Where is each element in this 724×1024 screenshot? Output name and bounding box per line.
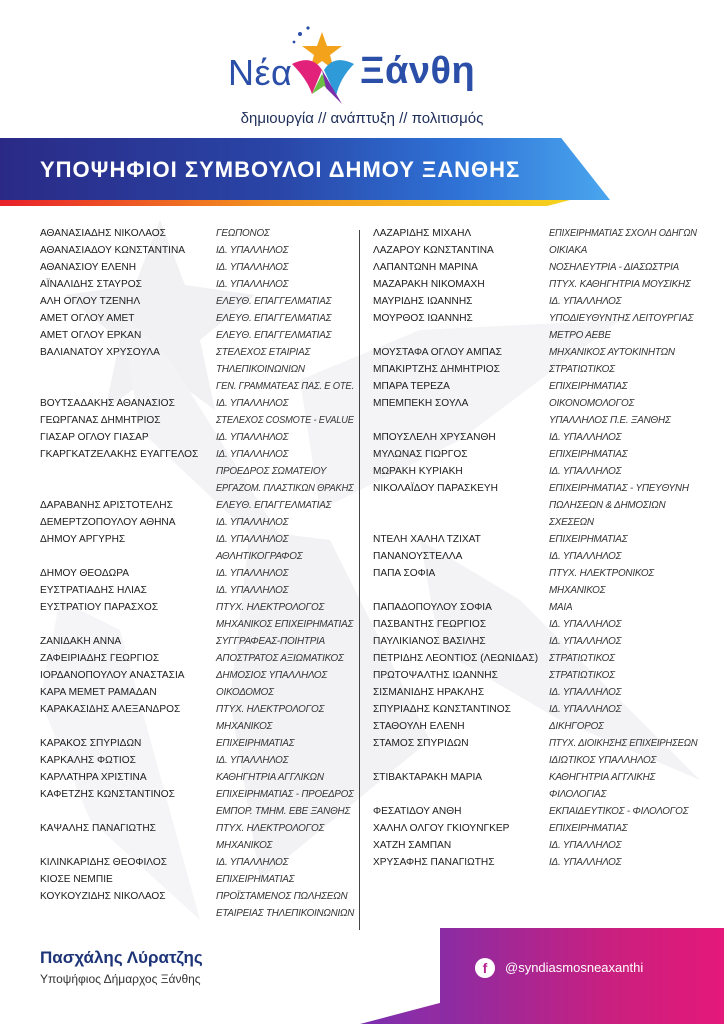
- candidate-row: [40, 310, 356, 327]
- candidate-name: ΕΥΣΤΡΑΤΙΟΥ ΠΑΡΑΣΧΟΣ: [40, 601, 159, 613]
- candidate-profession: ΜΗΧΑΝΙΚΟΣ: [549, 585, 606, 596]
- candidate-profession: ΚΑΘΗΓΗΤΡΙΑ ΑΓΓΛΙΚΩΝ: [216, 772, 324, 783]
- candidate-row: [373, 412, 699, 429]
- candidate-name: ΝΙΚΟΛΑΪΔΟΥ ΠΑΡΑΣΚΕΥΗ: [373, 482, 498, 494]
- candidate-name: ΛΑΖΑΡΙΔΗΣ ΜΙΧΑΗΛ: [373, 227, 472, 239]
- candidate-profession: ΕΠΙΧΕΙΡΗΜΑΤΙΑΣ: [216, 738, 295, 749]
- candidate-name: [373, 497, 543, 514]
- candidate-name: [40, 837, 210, 854]
- candidate-name: ΙΟΡΔΑΝΟΠΟΥΛΟΥ ΑΝΑΣΤΑΣΙΑ: [40, 669, 185, 681]
- candidate-row: [40, 463, 356, 480]
- candidate-row: [40, 395, 356, 412]
- candidate-row: [373, 259, 699, 276]
- candidate-name: ΑΘΑΝΑΣΙΑΔΟΥ ΚΩΝΣΤΑΝΤΙΝΑ: [40, 244, 186, 256]
- facebook-icon[interactable]: f: [475, 958, 495, 978]
- candidate-row: [373, 633, 699, 650]
- candidate-row: [40, 684, 356, 701]
- candidate-profession: ΙΔ. ΥΠΑΛΛΗΛΟΣ: [216, 245, 289, 256]
- candidate-row: [40, 752, 356, 769]
- candidate-name: ΚΑΦΕΤΖΗΣ ΚΩΝΣΤΑΝΤΙΝΟΣ: [40, 788, 175, 800]
- candidate-row: [373, 497, 699, 514]
- candidate-row: [40, 786, 356, 803]
- candidate-row: [373, 667, 699, 684]
- candidate-profession: ΣΤΡΑΤΙΩΤΙΚΟΣ: [549, 670, 615, 681]
- left-column: [40, 225, 356, 922]
- candidate-row: [373, 684, 699, 701]
- candidate-name: ΚΟΥΚΟΥΖΙΔΗΣ ΝΙΚΟΛΑΟΣ: [40, 890, 166, 902]
- candidate-row: [373, 803, 699, 820]
- candidate-name: ΔΗΜΟΥ ΘΕΟΔΩΡΑ: [40, 567, 129, 579]
- candidate-profession: ΙΔ. ΥΠΑΛΛΗΛΟΣ: [216, 585, 289, 596]
- candidate-row: [40, 276, 356, 293]
- candidate-profession: ΟΙΚΙΑΚΑ: [549, 245, 588, 256]
- candidate-name: [373, 412, 543, 429]
- candidate-row: [40, 888, 356, 905]
- candidate-profession: ΕΛΕΥΘ. ΕΠΑΓΓΕΛΜΑΤΙΑΣ: [216, 330, 332, 341]
- candidate-name: ΜΥΛΩΝΑΣ ΓΙΩΡΓΟΣ: [373, 448, 468, 460]
- candidate-row: [40, 905, 356, 922]
- candidate-profession: ΟΙΚΟΔΟΜΟΣ: [216, 687, 274, 698]
- candidate-profession: ΣΧΕΣΕΩΝ: [549, 517, 594, 528]
- candidate-profession: ΕΠΙΧΕΙΡΗΜΑΤΙΑΣ: [549, 449, 628, 460]
- candidate-name: ΚΑΡΑΚΑΣΙΔΗΣ ΑΛΕΞΑΝΔΡΟΣ: [40, 703, 181, 715]
- candidate-row: [373, 344, 699, 361]
- candidate-profession: ΙΔ. ΥΠΑΛΛΗΛΟΣ: [216, 398, 289, 409]
- candidate-profession: ΙΔ. ΥΠΑΛΛΗΛΟΣ: [549, 551, 622, 562]
- candidate-profession: ΠΤΥΧ. ΗΛΕΚΤΡΟΛΟΓΟΣ: [216, 602, 325, 613]
- candidate-profession: ΙΔ. ΥΠΑΛΛΗΛΟΣ: [549, 296, 622, 307]
- candidate-profession: ΕΠΙΧΕΙΡΗΜΑΤΙΑΣ: [549, 534, 628, 545]
- candidate-name: ΣΠΥΡΙΑΔΗΣ ΚΩΝΣΤΑΝΤΙΝΟΣ: [373, 703, 511, 715]
- candidate-row: [40, 735, 356, 752]
- candidate-profession: ΠΤΥΧ. ΗΛΕΚΤΡΟΛΟΓΟΣ: [216, 704, 325, 715]
- candidate-row: [373, 531, 699, 548]
- candidate-name: ΑΜΕΤ ΟΓΛΟΥ ΑΜΕΤ: [40, 312, 135, 324]
- candidate-name: ΜΠΑΡΑ ΤΕΡΕΖΑ: [373, 380, 450, 392]
- candidate-row: [373, 463, 699, 480]
- title-banner: [0, 138, 610, 208]
- candidate-row: [373, 786, 699, 803]
- candidate-row: [40, 293, 356, 310]
- candidate-profession: ΦΙΛΟΛΟΓΙΑΣ: [549, 789, 607, 800]
- candidate-name: [40, 361, 210, 378]
- candidate-profession: ΣΤΕΛΕΧΟΣ COSMOTE - EVALUE: [216, 415, 354, 426]
- candidate-row: [373, 514, 699, 531]
- candidate-profession: ΑΘΛΗΤΙΚΟΓΡΑΦΟΣ: [216, 551, 303, 562]
- candidate-profession: ΓΕΩΠΟΝΟΣ: [216, 228, 270, 239]
- candidate-row: [40, 361, 356, 378]
- candidate-row: [40, 531, 356, 548]
- logo-word-nea: Νέα: [228, 52, 293, 93]
- candidate-row: [373, 327, 699, 344]
- candidate-name: ΖΑΝΙΔΑΚΗ ΑΝΝΑ: [40, 635, 122, 647]
- candidate-row: [40, 650, 356, 667]
- candidate-name: ΠΡΩΤΟΨΑΛΤΗΣ ΙΩΑΝΝΗΣ: [373, 669, 498, 681]
- candidate-row: [40, 225, 356, 242]
- candidate-name: [373, 786, 543, 803]
- candidate-name: ΜΠΕΜΠΕΚΗ ΣΟΥΛΑ: [373, 397, 469, 409]
- candidate-name: [40, 803, 210, 820]
- candidate-name: ΣΤΑΘΟΥΛΗ ΕΛΕΝΗ: [373, 720, 465, 732]
- candidate-name: ΣΤΙΒΑΚΤΑΡΑΚΗ ΜΑΡΙΑ: [373, 771, 483, 783]
- candidate-name: [373, 582, 543, 599]
- candidate-row: [40, 548, 356, 565]
- candidate-name: [40, 718, 210, 735]
- candidate-row: [373, 820, 699, 837]
- candidate-profession: ΠΤΥΧ. ΗΛΕΚΤΡΟΝΙΚΟΣ: [549, 568, 655, 579]
- mayor-candidate-name: Πασχάλης Λύρατζης: [40, 948, 203, 967]
- candidate-row: [373, 276, 699, 293]
- candidate-row: [373, 310, 699, 327]
- candidate-name: [40, 616, 210, 633]
- candidate-name: ΧΑΛΗΛ ΟΛΓΟΥ ΓΚΙΟΥΝΓΚΕΡ: [373, 822, 510, 834]
- candidate-row: [40, 412, 356, 429]
- candidate-row: [373, 565, 699, 582]
- candidate-name: ΜΟΥΣΤΑΦΑ ΟΓΛΟΥ ΑΜΠΑΣ: [373, 346, 502, 358]
- candidate-profession: ΙΔ. ΥΠΑΛΛΗΛΟΣ: [549, 840, 622, 851]
- candidate-row: [40, 871, 356, 888]
- candidate-profession: ΜΕΤΡΟ ΑΕΒΕ: [549, 330, 611, 341]
- candidate-profession: ΥΠΑΛΛΗΛΟΣ Π.Ε. ΞΑΝΘΗΣ: [549, 415, 671, 426]
- candidate-name: ΛΑΖΑΡΟΥ ΚΩΝΣΤΑΝΤΙΝΑ: [373, 244, 494, 256]
- candidate-name: ΚΑΡΑΚΟΣ ΣΠΥΡΙΔΩΝ: [40, 737, 142, 749]
- candidate-row: [40, 327, 356, 344]
- candidate-profession: ΤΗΛΕΠΙΚΟΙΝΩΝΙΩΝ: [216, 364, 305, 375]
- candidate-name: ΒΑΛΙΑΝΑΤΟΥ ΧΡΥΣΟΥΛΑ: [40, 346, 160, 358]
- candidate-profession: ΙΔΙΩΤΙΚΟΣ ΥΠΑΛΛΗΛΟΣ: [549, 755, 657, 766]
- candidate-name: ΠΕΤΡΙΔΗΣ ΛΕΟΝΤΙΟΣ (ΛΕΩΝΙΔΑΣ): [373, 652, 539, 664]
- candidate-profession: ΕΠΙΧΕΙΡΗΜΑΤΙΑΣ: [549, 381, 628, 392]
- candidate-profession: ΕΠΙΧΕΙΡΗΜΑΤΙΑΣ: [216, 874, 295, 885]
- candidate-profession: ΙΔ. ΥΠΑΛΛΗΛΟΣ: [216, 432, 289, 443]
- candidate-profession: ΙΔ. ΥΠΑΛΛΗΛΟΣ: [216, 517, 289, 528]
- candidate-row: [373, 650, 699, 667]
- candidate-profession: ΙΔ. ΥΠΑΛΛΗΛΟΣ: [216, 568, 289, 579]
- candidate-row: [373, 837, 699, 854]
- candidate-profession: ΕΛΕΥΘ. ΕΠΑΓΓΕΛΜΑΤΙΑΣ: [216, 500, 332, 511]
- candidate-profession: ΔΗΜΟΣΙΟΣ ΥΠΑΛΛΗΛΟΣ: [216, 670, 328, 681]
- candidate-profession: ΙΔ. ΥΠΑΛΛΗΛΟΣ: [549, 619, 622, 630]
- candidate-name: ΚΑΡΚΑΛΗΣ ΦΩΤΙΟΣ: [40, 754, 136, 766]
- candidate-name: ΜΠΟΥΣΛΕΛΗ ΧΡΥΣΑΝΘΗ: [373, 431, 496, 443]
- candidate-profession: ΠΡΟΪΣΤΑΜΕΝΟΣ ΠΩΛΗΣΕΩΝ: [216, 891, 348, 902]
- candidate-profession: ΙΔ. ΥΠΑΛΛΗΛΟΣ: [549, 857, 622, 868]
- candidate-profession: ΕΛΕΥΘ. ΕΠΑΓΓΕΛΜΑΤΙΑΣ: [216, 313, 332, 324]
- candidate-name: [373, 327, 543, 344]
- candidate-name: ΜΩΡΑΚΗ ΚΥΡΙΑΚΗ: [373, 465, 463, 477]
- candidate-profession: ΕΜΠΟΡ. ΤΜΗΜ. ΕΒΕ ΞΑΝΘΗΣ: [216, 806, 351, 817]
- candidate-name: ΛΑΠΑΝΤΩΝΗ ΜΑΡΙΝΑ: [373, 261, 478, 273]
- candidate-row: [373, 616, 699, 633]
- candidate-name: ΓΚΑΡΓΚΑΤΖΕΛΑΚΗΣ ΕΥΑΓΓΕΛΟΣ: [40, 448, 199, 460]
- candidate-profession: ΜΗΧΑΝΙΚΟΣ ΑΥΤΟΚΙΝΗΤΩΝ: [549, 347, 675, 358]
- candidate-row: [40, 718, 356, 735]
- candidate-profession: ΙΔ. ΥΠΑΛΛΗΛΟΣ: [216, 755, 289, 766]
- logo-tagline: δημιουργία // ανάπτυξη // πολιτισμός: [240, 110, 484, 127]
- candidate-name: ΣΙΣΜΑΝΙΔΗΣ ΗΡΑΚΛΗΣ: [373, 686, 485, 698]
- candidate-row: [40, 854, 356, 871]
- logo-word-xanthi: Ξάνθη: [360, 50, 476, 92]
- candidate-name: [40, 480, 210, 497]
- candidate-row: [373, 480, 699, 497]
- candidate-profession: ΕΠΙΧΕΙΡΗΜΑΤΙΑΣ ΣΧΟΛΗ ΟΔΗΓΩΝ: [549, 228, 697, 239]
- candidate-profession: ΟΙΚΟΝΟΜΟΛΟΓΟΣ: [549, 398, 635, 409]
- candidate-profession: ΚΑΘΗΓΗΤΡΙΑ ΑΓΓΛΙΚΗΣ: [549, 772, 656, 783]
- candidate-name: [40, 463, 210, 480]
- candidate-profession: ΠΡΟΕΔΡΟΣ ΣΩΜΑΤΕΙΟΥ: [216, 466, 327, 477]
- candidate-row: [373, 242, 699, 259]
- candidate-name: ΒΟΥΤΣΑΔΑΚΗΣ ΑΘΑΝΑΣΙΟΣ: [40, 397, 175, 409]
- candidate-row: [40, 803, 356, 820]
- candidate-name: ΚΑΨΑΛΗΣ ΠΑΝΑΓΙΩΤΗΣ: [40, 822, 156, 834]
- candidate-profession: ΠΤΥΧ. ΚΑΘΗΓΗΤΡΙΑ ΜΟΥΣΙΚΗΣ: [549, 279, 691, 290]
- candidate-row: [373, 446, 699, 463]
- candidate-row: [40, 820, 356, 837]
- candidate-row: [373, 854, 699, 871]
- candidate-name: [40, 378, 210, 395]
- candidate-name: ΑΜΕΤ ΟΓΛΟΥ ΕΡΚΑΝ: [40, 329, 142, 341]
- candidate-name: ΜΑΖΑΡΑΚΗ ΝΙΚΟΜΑΧΗ: [373, 278, 485, 290]
- candidate-name: ΓΕΩΡΓΑΝΑΣ ΔΗΜΗΤΡΙΟΣ: [40, 414, 161, 426]
- candidate-row: [40, 429, 356, 446]
- banner-title: ΥΠΟΨΗΦΙΟΙ ΣΥΜΒΟΥΛΟΙ ΔΗΜΟΥ ΞΑΝΘΗΣ: [40, 157, 521, 182]
- candidate-name: ΝΤΕΛΗ ΧΑΛΗΛ ΤΖΙΧΑΤ: [373, 533, 481, 545]
- candidate-name: [373, 514, 543, 531]
- candidate-profession: ΜΗΧΑΝΙΚΟΣ: [216, 840, 273, 851]
- candidate-row: [40, 259, 356, 276]
- candidate-profession: ΕΚΠΑΙΔΕΥΤΙΚΟΣ - ΦΙΛΟΛΟΓΟΣ: [549, 806, 689, 817]
- candidate-name: ΜΠΑΚΙΡΤΖΗΣ ΔΗΜΗΤΡΙΟΣ: [373, 363, 500, 375]
- candidate-name: ΓΙΑΣΑΡ ΟΓΛΟΥ ΓΙΑΣΑΡ: [40, 431, 149, 443]
- candidate-row: [373, 378, 699, 395]
- candidate-row: [40, 633, 356, 650]
- candidate-profession: ΙΔ. ΥΠΑΛΛΗΛΟΣ: [549, 432, 622, 443]
- candidate-profession: ΔΙΚΗΓΟΡΟΣ: [549, 721, 604, 732]
- candidate-row: [40, 701, 356, 718]
- candidate-row: [40, 667, 356, 684]
- candidate-row: [373, 735, 699, 752]
- star-logo-icon: [282, 24, 364, 110]
- candidate-name: ΑΘΑΝΑΣΙΟΥ ΕΛΕΝΗ: [40, 261, 137, 273]
- candidate-row: [40, 514, 356, 531]
- facebook-handle[interactable]: @syndiasmosneaxanthi: [505, 960, 644, 975]
- candidate-row: [40, 599, 356, 616]
- candidate-profession: ΜΗΧΑΝΙΚΟΣ: [216, 721, 273, 732]
- candidate-row: [373, 599, 699, 616]
- candidate-row: [40, 837, 356, 854]
- candidate-profession: ΓΕΝ. ΓΡΑΜΜΑΤΕΑΣ ΠΑΣ. Ε ΟΤΕ.: [216, 381, 354, 392]
- candidate-name: [373, 752, 543, 769]
- candidate-name: ΔΑΡΑΒΑΝΗΣ ΑΡΙΣΤΟΤΕΛΗΣ: [40, 499, 173, 511]
- candidate-name: ΣΤΑΜΟΣ ΣΠΥΡΙΔΩΝ: [373, 737, 469, 749]
- candidate-name: ΑΛΗ ΟΓΛΟΥ ΤΖΕΝΗΛ: [40, 295, 141, 307]
- candidate-profession: ΜΑΙΑ: [549, 602, 573, 613]
- candidate-row: [40, 497, 356, 514]
- candidate-profession: ΙΔ. ΥΠΑΛΛΗΛΟΣ: [549, 687, 622, 698]
- candidate-name: [40, 905, 210, 922]
- candidate-profession: ΙΔ. ΥΠΑΛΛΗΛΟΣ: [549, 704, 622, 715]
- candidate-name: ΚΙΟΣΕ ΝΕΜΠΙΕ: [40, 873, 113, 885]
- candidate-profession: ΥΠΟΔΙΕΥΘΥΝΤΗΣ ΛΕΙΤΟΥΡΓΙΑΣ: [549, 313, 694, 324]
- candidate-profession: ΕΠΙΧΕΙΡΗΜΑΤΙΑΣ - ΠΡΟΕΔΡΟΣ: [216, 789, 354, 800]
- candidate-row: [40, 480, 356, 497]
- candidate-name: ΠΑΥΛΙΚΙΑΝΟΣ ΒΑΣΙΛΗΣ: [373, 635, 486, 647]
- candidate-name: ΑΘΑΝΑΣΙΑΔΗΣ ΝΙΚΟΛΑΟΣ: [40, 227, 166, 239]
- banner-stripe: [0, 200, 570, 206]
- candidate-name: ΜΟΥΡΘΟΣ ΙΩΑΝΝΗΣ: [373, 312, 473, 324]
- candidate-profession: ΣΤΕΛΕΧΟΣ ΕΤΑΙΡΙΑΣ: [216, 347, 311, 358]
- candidate-name: ΕΥΣΤΡΑΤΙΑΔΗΣ ΗΛΙΑΣ: [40, 584, 147, 596]
- candidate-row: [373, 701, 699, 718]
- candidate-profession: ΠΩΛΗΣΕΩΝ & ΔΗΜΟΣΙΩΝ: [549, 500, 666, 511]
- candidate-profession: ΣΤΡΑΤΙΩΤΙΚΟΣ: [549, 364, 615, 375]
- candidate-row: [373, 361, 699, 378]
- candidate-name: ΦΕΣΑΤΙΔΟΥ ΑΝΘΗ: [373, 805, 462, 817]
- candidate-profession: ΠΤΥΧ. ΗΛΕΚΤΡΟΛΟΓΟΣ: [216, 823, 325, 834]
- candidate-name: ΖΑΦΕΙΡΙΑΔΗΣ ΓΕΩΡΓΙΟΣ: [40, 652, 160, 664]
- candidate-name: ΚΙΛΙΝΚΑΡΙΔΗΣ ΘΕΟΦΙΛΟΣ: [40, 856, 167, 868]
- candidate-name: ΚΑΡΛΑΤΗΡΑ ΧΡΙΣΤΙΝΑ: [40, 771, 147, 783]
- candidate-row: [373, 395, 699, 412]
- candidate-row: [373, 225, 699, 242]
- candidate-name: [40, 548, 210, 565]
- right-column: [373, 225, 699, 871]
- candidate-profession: ΕΠΙΧΕΙΡΗΜΑΤΙΑΣ - ΥΠΕΥΘΥΝΗ: [549, 483, 689, 494]
- candidate-row: [40, 616, 356, 633]
- candidate-row: [40, 378, 356, 395]
- candidate-name: ΧΡΥΣΑΦΗΣ ΠΑΝΑΓΙΩΤΗΣ: [373, 856, 495, 868]
- candidate-row: [373, 769, 699, 786]
- candidate-profession: ΙΔ. ΥΠΑΛΛΗΛΟΣ: [216, 262, 289, 273]
- candidate-profession: ΠΤΥΧ. ΔΙΟΙΚΗΣΗΣ ΕΠΙΧΕΙΡΗΣΕΩΝ: [549, 738, 698, 749]
- candidate-name: ΑΪΝΑΛΙΔΗΣ ΣΤΑΥΡΟΣ: [40, 278, 142, 290]
- candidate-name: ΚΑΡΑ ΜΕΜΕΤ ΡΑΜΑΔΑΝ: [40, 686, 157, 698]
- candidate-name: ΠΑΣΒΑΝΤΗΣ ΓΕΩΡΓΙΟΣ: [373, 618, 487, 630]
- candidate-name: ΔΗΜΟΥ ΑΡΓΥΡΗΣ: [40, 533, 126, 545]
- candidates-list: [0, 220, 724, 920]
- candidate-profession: ΕΡΓΑΖΟΜ. ΠΛΑΣΤΙΚΩΝ ΘΡΑΚΗΣ: [216, 483, 354, 494]
- candidate-profession: ΕΤΑΙΡΕΙΑΣ ΤΗΛΕΠΙΚΟΙΝΩΝΙΩΝ: [216, 908, 355, 919]
- candidate-profession: ΙΔ. ΥΠΑΛΛΗΛΟΣ: [216, 857, 289, 868]
- column-divider: [359, 230, 360, 930]
- candidate-profession: ΜΗΧΑΝΙΚΟΣ ΕΠΙΧΕΙΡΗΜΑΤΙΑΣ: [216, 619, 354, 630]
- candidate-name: ΠΑΠΑΔΟΠΟΥΛΟΥ ΣΟΦΙΑ: [373, 601, 492, 613]
- candidate-row: [40, 565, 356, 582]
- candidate-row: [373, 582, 699, 599]
- footer: [0, 928, 724, 1024]
- candidate-profession: ΙΔ. ΥΠΑΛΛΗΛΟΣ: [549, 636, 622, 647]
- candidate-row: [373, 429, 699, 446]
- candidate-name: ΧΑΤΖΗ ΣΑΜΠΑΝ: [373, 839, 452, 851]
- candidate-row: [40, 242, 356, 259]
- candidate-profession: ΕΛΕΥΘ. ΕΠΑΓΓΕΛΜΑΤΙΑΣ: [216, 296, 332, 307]
- candidate-name: ΠΑΝΑΝΟΥΣΤΕΛΛΑ: [373, 550, 463, 562]
- candidate-name: ΔΕΜΕΡΤΖΟΠΟΥΛΟΥ ΑΘΗΝΑ: [40, 516, 176, 528]
- candidate-profession: ΙΔ. ΥΠΑΛΛΗΛΟΣ: [216, 449, 289, 460]
- logo-block: [0, 0, 724, 135]
- candidate-profession: ΝΟΣΗΛΕΥΤΡΙΑ - ΔΙΑΣΩΣΤΡΙΑ: [549, 262, 680, 273]
- candidate-row: [373, 752, 699, 769]
- candidate-name: ΜΑΥΡΙΔΗΣ ΙΩΑΝΝΗΣ: [373, 295, 473, 307]
- candidate-row: [373, 548, 699, 565]
- candidate-profession: ΑΠΟΣΤΡΑΤΟΣ ΑΞΙΩΜΑΤΙΚΟΣ: [216, 653, 344, 664]
- candidate-row: [373, 718, 699, 735]
- candidate-profession: ΣΥΓΓΡΑΦΕΑΣ-ΠΟΙΗΤΡΙΑ: [216, 636, 326, 647]
- candidate-row: [40, 582, 356, 599]
- candidate-name: ΠΑΠΑ ΣΟΦΙΑ: [373, 567, 436, 579]
- mayor-candidate-role: Υποψήφιος Δήμαρχος Ξάνθης: [40, 972, 201, 986]
- candidate-profession: ΣΤΡΑΤΙΩΤΙΚΟΣ: [549, 653, 615, 664]
- candidate-row: [40, 769, 356, 786]
- candidate-row: [40, 344, 356, 361]
- candidate-row: [373, 293, 699, 310]
- candidate-row: [40, 446, 356, 463]
- candidate-profession: ΙΔ. ΥΠΑΛΛΗΛΟΣ: [549, 466, 622, 477]
- candidate-profession: ΙΔ. ΥΠΑΛΛΗΛΟΣ: [216, 534, 289, 545]
- candidate-profession: ΙΔ. ΥΠΑΛΛΗΛΟΣ: [216, 279, 289, 290]
- candidate-profession: ΕΠΙΧΕΙΡΗΜΑΤΙΑΣ: [549, 823, 628, 834]
